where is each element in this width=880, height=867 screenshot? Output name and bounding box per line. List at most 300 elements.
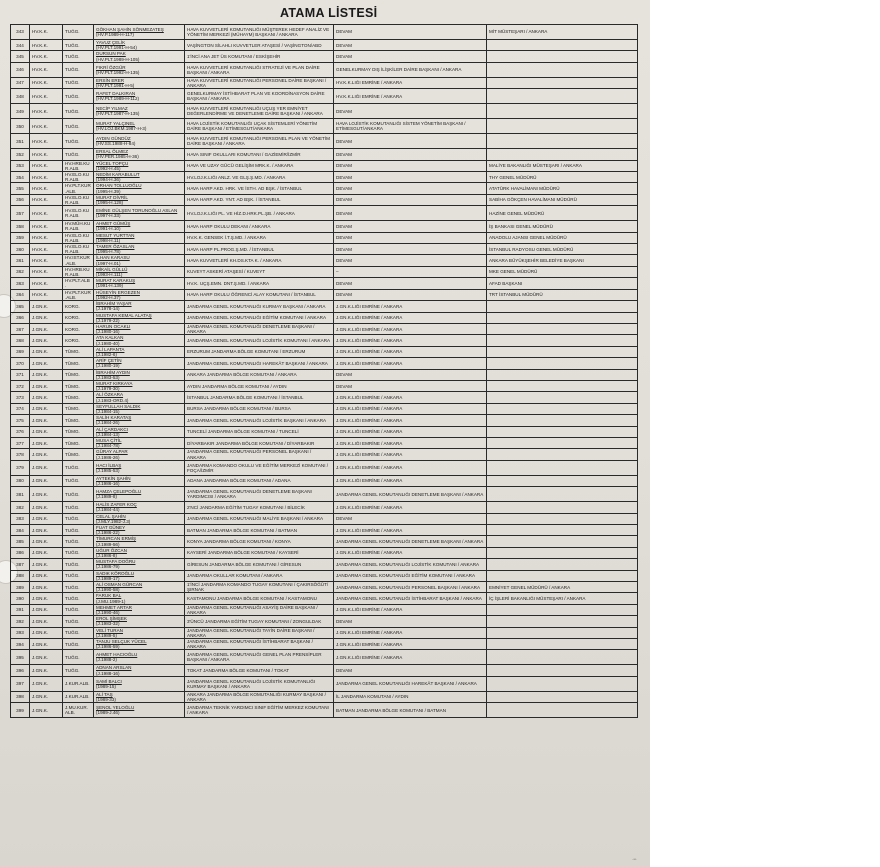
name-cell	[94, 593, 185, 604]
new-post-cell: J.GN.K.LIĞI EMRİNE / ANKARA	[334, 449, 487, 460]
rank-cell: TUĞG.	[63, 547, 94, 558]
extra-post-cell: ANADOLU AJANSI GENEL MÜDÜRÜ	[487, 232, 638, 243]
current-post-cell: JANDARMA GENEL KOMUTANLIĞI PERSONEL BAŞKANI / ANKARA	[185, 449, 334, 460]
table-row	[11, 392, 638, 403]
extra-post-cell	[487, 415, 638, 426]
force-cell: J.GN.K.	[30, 536, 63, 547]
table-row	[11, 149, 638, 160]
registry-number: (J.1978-14)	[96, 306, 120, 312]
extra-post-cell: AFAD BAŞKANI	[487, 278, 638, 289]
new-post-cell: JANDARMA GENEL KOMUTANLIĞI LOJİSTİK KOMUTANI / ANKARA	[334, 559, 487, 570]
person-name: İBRAHİM YAŞAR	[96, 301, 132, 307]
person-name: MURAT KARAKUŞ	[96, 278, 136, 284]
row-number: 360	[11, 244, 30, 255]
extra-post-cell	[487, 104, 638, 119]
extra-post-cell: MİT MÜSTEŞARI / ANKARA	[487, 25, 638, 40]
person-name: İLHAN KARASU	[96, 255, 130, 261]
table-row	[11, 703, 638, 718]
name-cell	[94, 172, 185, 183]
table-row	[11, 172, 638, 183]
rank-cell: TUĞG.	[63, 616, 94, 627]
rank-cell: TUĞG.	[63, 89, 94, 104]
table-row	[11, 604, 638, 615]
extra-post-cell: ANKARA BÜYÜKŞEHİR BELEDİYE BAŞKANI	[487, 255, 638, 266]
extra-post-cell	[487, 323, 638, 334]
new-post-cell: DEVAM	[334, 380, 487, 391]
extra-post-cell	[487, 134, 638, 149]
person-name: MESUT YURTTAN	[96, 232, 135, 238]
person-name: ARİF ÇETİN	[96, 358, 122, 364]
extra-post-cell	[487, 616, 638, 627]
person-name: MEHMET ARTAR	[96, 604, 132, 610]
person-name: VELİ TURAN	[96, 627, 123, 633]
registry-number: (1992-H.37)	[96, 294, 121, 300]
registry-number: (1997-H.33)	[96, 213, 121, 219]
registry-number: (J.1989-8)	[96, 494, 117, 500]
rank-cell: HV.HRB.KUR.ALB.	[63, 160, 94, 171]
extra-post-cell: MKE GENEL MÜDÜRÜ	[487, 266, 638, 277]
current-post-cell: JANDARMA GENEL KOMUTANLIĞI EĞİTİM KOMUTANI / ANKARA	[185, 312, 334, 323]
rank-cell: HV.PLT.ALB.	[63, 278, 94, 289]
rank-cell: TUĞG.	[63, 627, 94, 638]
rank-cell: KORG.	[63, 301, 94, 312]
rank-cell: HV.HRB.KUR.ALB.	[63, 266, 94, 277]
registry-number: (J.1984-15)	[96, 408, 120, 414]
table-row	[11, 160, 638, 171]
force-cell: J.GN.K.	[30, 369, 63, 380]
rank-cell: TÜMG.	[63, 358, 94, 369]
name-cell	[94, 266, 185, 277]
force-cell: HV.K.K.	[30, 119, 63, 134]
table-row	[11, 616, 638, 627]
name-cell	[94, 255, 185, 266]
rank-cell: TUĞG.	[63, 570, 94, 581]
rank-cell: TUĞG.	[63, 604, 94, 615]
name-cell	[94, 40, 185, 51]
row-number: 391	[11, 604, 30, 615]
row-number: 389	[11, 582, 30, 593]
new-post-cell: J.GN.K.LIĞI EMRİNE / ANKARA	[334, 346, 487, 357]
registry-number: (HV.PLT.1987-H-135)	[96, 111, 140, 117]
table-row	[11, 40, 638, 51]
rank-cell: TUĞG.	[63, 639, 94, 650]
name-cell	[94, 278, 185, 289]
new-post-cell: DEVAM	[334, 134, 487, 149]
new-post-cell: DEVAM	[334, 289, 487, 300]
current-post-cell: VAŞİNGTON SİLAHLI KUVVETLER ATAŞESİ / VAŞİNGTON/ABD	[185, 40, 334, 51]
current-post-cell: HAVA VE UZAY GÜCÜ GELİŞİM MRK.K. / ANKARA	[185, 160, 334, 171]
current-post-cell: HAVA SINIF OKULLARI KOMUTANI / GAZİEMİR/İZMİR	[185, 149, 334, 160]
person-name: HALİS ZAFER KOÇ	[96, 502, 137, 508]
current-post-cell: JANDARMA OKULLAR KOMUTANI / ANKARA	[185, 570, 334, 581]
registry-number: (HV.PLT.1992-H-135)	[96, 69, 140, 75]
current-post-cell: ANKARA JANDARMA BÖLGE KOMUTANI / ANKARA	[185, 369, 334, 380]
person-name: AYTEKİN ŞAHİN	[96, 475, 131, 481]
extra-post-cell	[487, 403, 638, 414]
new-post-cell: HV.K.K.LIĞI EMRİNE / ANKARA	[334, 77, 487, 88]
current-post-cell: 3'ÜNCÜ JANDARMA EĞİTİM TUGAY KOMUTANI / ZONGULDAK	[185, 616, 334, 627]
table-row	[11, 426, 638, 437]
person-name: ALİ TAŞ	[96, 691, 113, 697]
current-post-cell: JANDARMA GENEL KOMUTANLIĞI LOJİSTİK KOMUTANLIĞI KURMAY BAŞKANI / ANKARA	[185, 676, 334, 691]
row-number: 377	[11, 437, 30, 448]
new-post-cell: J.GN.K.LIĞI EMRİNE / ANKARA	[334, 323, 487, 334]
row-number: 372	[11, 380, 30, 391]
force-cell: HV.K.K.	[30, 221, 63, 232]
person-name: MİKAİL GÜLLÜ	[96, 266, 128, 272]
registry-number: (J.1988-16)	[96, 670, 120, 676]
table-row	[11, 460, 638, 475]
registry-number: (1994-H.36)	[96, 177, 121, 183]
person-name: ALİ ÇARDAKCI	[96, 426, 128, 432]
extra-post-cell: İSTANBUL RADYOSU GENEL MÜDÜRÜ	[487, 244, 638, 255]
name-cell	[94, 525, 185, 536]
rank-cell: J.MU.KUR.ALB.	[63, 703, 94, 718]
row-number: 354	[11, 172, 30, 183]
table-row	[11, 335, 638, 346]
force-cell: HV.K.K.	[30, 62, 63, 77]
table-row	[11, 244, 638, 255]
extra-post-cell	[487, 40, 638, 51]
current-post-cell: HAVA KUVVETLERİ KOMUTANLIĞI PERSONEL PLAN VE YÖNETİM DAİRE BAŞKANI / ANKARA	[185, 134, 334, 149]
extra-post-cell	[487, 312, 638, 323]
name-cell	[94, 77, 185, 88]
registry-number: (J.1979-22)	[96, 317, 120, 323]
new-post-cell: J.GN.K.LIĞI EMRİNE / ANKARA	[334, 547, 487, 558]
registry-number: (1997-H.01)	[96, 260, 121, 266]
new-post-cell: DEVAM	[334, 244, 487, 255]
person-name: SALİH KARATAŞ	[96, 415, 132, 421]
registry-number: (HV.SS.1988-H-84)	[96, 141, 136, 147]
force-cell: J.GN.K.	[30, 335, 63, 346]
rank-cell: TUĞG.	[63, 502, 94, 513]
page-mark: ·ᵃⁿ	[632, 857, 637, 862]
extra-post-cell	[487, 51, 638, 62]
rank-cell: TÜMG.	[63, 392, 94, 403]
row-number: 370	[11, 358, 30, 369]
force-cell: J.GN.K.	[30, 547, 63, 558]
extra-post-cell: EMNİYET GENEL MÜDÜRÜ / ANKARA	[487, 582, 638, 593]
current-post-cell: HV.K. UÇŞ.EMN. DNT.Ş.MD. / ANKARA	[185, 278, 334, 289]
row-number: 374	[11, 403, 30, 414]
force-cell: HV.K.K.	[30, 149, 63, 160]
force-cell: HV.K.K.	[30, 244, 63, 255]
person-name: ALİ ÖZKARA	[96, 392, 124, 398]
new-post-cell: DEVAM	[334, 104, 487, 119]
table-row	[11, 437, 638, 448]
rank-cell: TUĞG.	[63, 593, 94, 604]
current-post-cell: JANDARMA GENEL KOMUTANLIĞI KURMAY BAŞKANI / ANKARA	[185, 301, 334, 312]
current-post-cell: HAVA HARP AKD. HRK. VE İSTH. AD BŞK. / İSTANBUL	[185, 183, 334, 194]
force-cell: HV.K.K.	[30, 77, 63, 88]
person-name: TANJU SELÇUK YÜCEL	[96, 639, 147, 645]
current-post-cell: KUVEYT ASKERİ ATAŞESİ / KUVEYT	[185, 266, 334, 277]
force-cell: J.GN.K.	[30, 380, 63, 391]
current-post-cell: KASTAMONU JANDARMA BÖLGE KOMUTANI / KASTAMONU	[185, 593, 334, 604]
table-row	[11, 255, 638, 266]
force-cell: HV.K.K.	[30, 255, 63, 266]
name-cell	[94, 62, 185, 77]
name-cell	[94, 604, 185, 615]
name-cell	[94, 51, 185, 62]
row-number: 356	[11, 194, 30, 205]
person-name: HÜSEYİN ERGEZEN	[96, 289, 140, 295]
extra-post-cell	[487, 570, 638, 581]
name-cell	[94, 426, 185, 437]
person-name: AYDIN GÜNDÜZ	[96, 136, 131, 142]
rank-cell: TÜMG.	[63, 403, 94, 414]
registry-number: (HV.P.1989-H-117)	[96, 32, 134, 37]
new-post-cell: J.GN.K.LIĞI EMRİNE / ANKARA	[334, 426, 487, 437]
table-row	[11, 119, 638, 134]
table-row	[11, 346, 638, 357]
person-name: DURSUN PAK	[96, 51, 126, 57]
table-row	[11, 358, 638, 369]
current-post-cell: JANDARMA GENEL KOMUTANLIĞI İSTİHBARAT BAŞKANI / ANKARA	[185, 639, 334, 650]
row-number: 353	[11, 160, 30, 171]
person-name: MUSTAFA DOĞRU	[96, 559, 136, 565]
registry-number: (1989-J.46)	[96, 710, 120, 716]
rank-cell: TUĞG.	[63, 134, 94, 149]
extra-post-cell: SABİHA GÖKÇEN HAVALİMANI MÜDÜRÜ	[487, 194, 638, 205]
extra-post-cell	[487, 149, 638, 160]
rank-cell: J.KUR.ALB.	[63, 691, 94, 702]
table-row	[11, 639, 638, 650]
rank-cell: HV.ELO.KUR.ALB.	[63, 244, 94, 255]
name-cell	[94, 194, 185, 205]
force-cell: HV.K.K.	[30, 194, 63, 205]
current-post-cell: ADANA JANDARMA BÖLGE KOMUTANI / ADANA	[185, 475, 334, 486]
row-number: 382	[11, 502, 30, 513]
name-cell	[94, 627, 185, 638]
rank-cell: TUĞG.	[63, 77, 94, 88]
registry-number: (J.MLY.1982-J.3)	[96, 518, 131, 524]
row-number: 345	[11, 51, 30, 62]
row-number: 376	[11, 426, 30, 437]
registry-number: (J.1986-26)	[96, 454, 120, 460]
person-name: AHMET GÜMÜŞ	[96, 221, 131, 227]
name-cell	[94, 639, 185, 650]
registry-number: (HV.PLT.1991-H-5)	[96, 83, 135, 89]
table-row	[11, 502, 638, 513]
row-number: 392	[11, 616, 30, 627]
current-post-cell: GİRESUN JANDARMA BÖLGE KOMUTANI / GİRESUN	[185, 559, 334, 570]
rank-cell: KORG.	[63, 335, 94, 346]
table-row	[11, 570, 638, 581]
registry-number: (HV.LOJ.BKM.1987-H-3)	[96, 126, 147, 132]
current-post-cell: JANDARMA GENEL KOMUTANLIĞI DENETLEME BAŞKANI / ANKARA	[185, 323, 334, 334]
force-cell: J.GN.K.	[30, 392, 63, 403]
name-cell	[94, 119, 185, 134]
registry-number: (J.1980-40)	[96, 340, 120, 346]
table-row	[11, 232, 638, 243]
registry-number: (J.1989-56)	[96, 541, 120, 547]
current-post-cell: BURSA JANDARMA BÖLGE KOMUTANI / BURSA	[185, 403, 334, 414]
rank-cell: TÜMG.	[63, 369, 94, 380]
table-row	[11, 323, 638, 334]
rank-cell: TÜMG.	[63, 415, 94, 426]
row-number: 383	[11, 513, 30, 524]
person-name: MUSTAFA KEMAL ALATAŞ	[96, 312, 152, 318]
row-number: 367	[11, 323, 30, 334]
table-row	[11, 25, 638, 40]
new-post-cell: J.GN.K.LIĞI EMRİNE / ANKARA	[334, 335, 487, 346]
extra-post-cell: TRT İSTANBUL MÜDÜRÜ	[487, 289, 638, 300]
row-number: 355	[11, 183, 30, 194]
extra-post-cell	[487, 380, 638, 391]
table-row	[11, 278, 638, 289]
table-row	[11, 487, 638, 502]
force-cell: J.GN.K.	[30, 301, 63, 312]
name-cell	[94, 89, 185, 104]
person-name: FUAT GÜNEY	[96, 525, 126, 530]
name-cell	[94, 650, 185, 665]
name-cell	[94, 380, 185, 391]
row-number: 366	[11, 312, 30, 323]
extra-post-cell	[487, 449, 638, 460]
registry-number: (J.1983-ORD.4)	[96, 397, 129, 403]
assignment-table	[10, 24, 638, 718]
row-number: 399	[11, 703, 30, 718]
force-cell: J.GN.K.	[30, 437, 63, 448]
new-post-cell: DEVAM	[334, 278, 487, 289]
rank-cell: TUĞG.	[63, 460, 94, 475]
new-post-cell: DEVAM	[334, 149, 487, 160]
registry-number: (J.1984-78)	[96, 443, 120, 449]
force-cell: HV.K.K.	[30, 104, 63, 119]
force-cell: J.GN.K.	[30, 502, 63, 513]
current-post-cell: JANDARMA GENEL KOMUTANLIĞI TAYİN DAİRE BAŞKANI / ANKARA	[185, 627, 334, 638]
table-row	[11, 134, 638, 149]
current-post-cell: HV.LOJ.K.LIĞI ANLZ. VE GLŞ.Ş.MD. / ANKARA	[185, 172, 334, 183]
force-cell: J.GN.K.	[30, 513, 63, 524]
registry-number: (J.1980-19)	[96, 363, 120, 369]
row-number: 387	[11, 559, 30, 570]
registry-number: (1991-H.139)	[96, 283, 124, 289]
person-name: MUSA ÇİTİL	[96, 437, 122, 443]
extra-post-cell	[487, 346, 638, 357]
force-cell: J.GN.K.	[30, 627, 63, 638]
new-post-cell: J.GN.K.LIĞI EMRİNE / ANKARA	[334, 437, 487, 448]
rank-cell: HV.ELO.KUR.ALB.	[63, 172, 94, 183]
current-post-cell: HV.K.K. GENSEK İ.T.Ş.MD. / ANKARA	[185, 232, 334, 243]
table-row	[11, 449, 638, 460]
registry-number: (1995-H.39)	[96, 188, 121, 194]
name-cell	[94, 449, 185, 460]
row-number: 351	[11, 134, 30, 149]
person-name: NEDİM KARABULUT	[96, 172, 140, 178]
extra-post-cell	[487, 513, 638, 524]
new-post-cell: DEVAM	[334, 513, 487, 524]
table-row	[11, 301, 638, 312]
rank-cell: KORG.	[63, 312, 94, 323]
extra-post-cell	[487, 502, 638, 513]
extra-post-cell	[487, 639, 638, 650]
name-cell	[94, 183, 185, 194]
new-post-cell: GENELKURMAY DIŞ İLİŞKİLER DAİRE BAŞKANI / ANKARA	[334, 62, 487, 77]
force-cell: J.GN.K.	[30, 346, 63, 357]
row-number: 386	[11, 547, 30, 558]
row-number: 349	[11, 104, 30, 119]
row-number: 348	[11, 89, 30, 104]
new-post-cell: JANDARMA GENEL KOMUTANLIĞI İSTİHBARAT BAŞKANI / ANKARA	[334, 593, 487, 604]
rank-cell: HV.PLT.KUR.ALB.	[63, 183, 94, 194]
table-row	[11, 559, 638, 570]
name-cell	[94, 323, 185, 334]
registry-number: (1989-33)	[96, 697, 116, 703]
registry-number: (J.1986-8)	[96, 553, 117, 559]
registry-number: (J.1979-30)	[96, 386, 120, 392]
new-post-cell: J.GN.K.LIĞI EMRİNE / ANKARA	[334, 639, 487, 650]
current-post-cell: JANDARMA TEKNİK YARDIMCI SINIF EĞİTİM MERKEZ KOMUTANI / ANKARA	[185, 703, 334, 718]
new-post-cell: DEVAM	[334, 25, 487, 40]
table-row	[11, 183, 638, 194]
row-number: 362	[11, 266, 30, 277]
new-post-cell: BATMAN JANDARMA BÖLGE KOMUTANI / BATMAN	[334, 703, 487, 718]
person-name: AHMET HACIOĞLU	[96, 652, 138, 658]
name-cell	[94, 369, 185, 380]
person-name: GÜRAY ALPAR	[96, 449, 128, 455]
extra-post-cell	[487, 392, 638, 403]
registry-number: (J.1989-17)	[96, 575, 120, 581]
row-number: 395	[11, 650, 30, 665]
table-row	[11, 665, 638, 676]
row-number: 385	[11, 536, 30, 547]
rank-cell: TUĞG.	[63, 487, 94, 502]
rank-cell: TÜMG.	[63, 346, 94, 357]
row-number: 343	[11, 25, 30, 40]
name-cell	[94, 502, 185, 513]
table-row	[11, 51, 638, 62]
new-post-cell: J.GN.K.LIĞI EMRİNE / ANKARA	[334, 403, 487, 414]
rank-cell: TUĞG.	[63, 40, 94, 51]
table-row	[11, 194, 638, 205]
current-post-cell: 2'NCİ JANDARMA EĞİTİM TUGAY KOMUTANI / BİLECİK	[185, 502, 334, 513]
force-cell: J.GN.K.	[30, 650, 63, 665]
name-cell	[94, 570, 185, 581]
rank-cell: HV.IST.KUR.ALB.	[63, 255, 94, 266]
current-post-cell: JANDARMA GENEL KOMUTANLIĞI LOJİSTİK BAŞKANI / ANKARA	[185, 415, 334, 426]
rank-cell: HV.ELO.KUR.ALB.	[63, 194, 94, 205]
new-post-cell: JANDARMA GENEL KOMUTANLIĞI DENETLEME BAŞKANI / ANKARA	[334, 536, 487, 547]
registry-number: (J.1986-16)	[96, 480, 120, 486]
name-cell	[94, 134, 185, 149]
new-post-cell: –	[334, 266, 487, 277]
rank-cell: TUĞG.	[63, 665, 94, 676]
row-number: 363	[11, 278, 30, 289]
name-cell	[94, 487, 185, 502]
person-name: HACI İLBAŞ	[96, 462, 122, 468]
force-cell: HV.K.K.	[30, 289, 63, 300]
registry-number: (HV.PLT.1989-H-105)	[96, 56, 140, 62]
force-cell: J.GN.K.	[30, 691, 63, 702]
rank-cell: TÜMG.	[63, 426, 94, 437]
rank-cell: TUĞG.	[63, 559, 94, 570]
person-name: TAMER ÖZASLAN	[96, 244, 135, 250]
person-name: NECİP YILMAZ	[96, 106, 128, 112]
registry-number: (HV.PER.1985-H-36)	[96, 154, 139, 160]
person-name: SAMİ BALCI	[96, 678, 122, 684]
name-cell	[94, 460, 185, 475]
name-cell	[94, 415, 185, 426]
force-cell: J.GN.K.	[30, 703, 63, 718]
new-post-cell: DEVAM	[334, 160, 487, 171]
force-cell: J.GN.K.	[30, 487, 63, 502]
row-number: 396	[11, 665, 30, 676]
name-cell	[94, 221, 185, 232]
new-post-cell: DEVAM	[334, 172, 487, 183]
rank-cell: TÜMG.	[63, 437, 94, 448]
